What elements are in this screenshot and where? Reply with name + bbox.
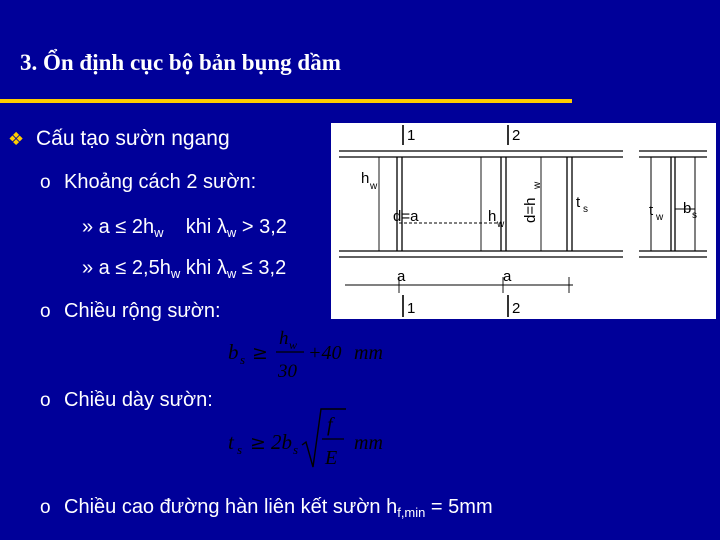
- ft-sqrt-sign: [302, 409, 346, 467]
- formula-thickness-graphic: [228, 405, 398, 475]
- sub-marker: o: [40, 172, 51, 193]
- condition-2-when: khi λ: [180, 257, 227, 279]
- fw-den: 30: [278, 361, 297, 382]
- condition-2-when-sub: w: [226, 266, 237, 281]
- item-width: Chiều rộng sườn:: [64, 300, 221, 322]
- hw-left-label: h: [361, 170, 370, 187]
- fw-num: h: [279, 328, 289, 349]
- page-title: 3. Ổn định cục bộ bản bụng dầm: [20, 50, 341, 75]
- ts-label: t: [576, 194, 581, 211]
- condition-2-lhs-sub: w: [170, 266, 181, 281]
- d-eq-a-label: d=a: [393, 208, 419, 225]
- condition-1-lhs-sub: w: [154, 225, 164, 240]
- ft-unit: mm: [354, 432, 383, 454]
- a-label-2: a: [503, 268, 512, 285]
- ft-lhs-sub: s: [237, 442, 243, 457]
- condition-2-lhs: » a ≤ 2,5h: [82, 257, 171, 279]
- formula-thickness: [228, 405, 398, 475]
- diamond-bullet-icon: ❖: [8, 129, 25, 150]
- section-mark-2-top: 2: [512, 127, 521, 144]
- item-spacing: Khoảng cách 2 sườn:: [64, 171, 257, 193]
- section-mark-2-bottom: 2: [512, 300, 521, 317]
- bs-sub: s: [692, 210, 697, 221]
- title-underline: [0, 99, 572, 103]
- item-weld-sub: f,min: [397, 505, 426, 520]
- a-label-1: a: [397, 268, 406, 285]
- sub-marker: o: [40, 390, 51, 411]
- condition-2-rhs: ≤ 3,2: [236, 257, 287, 279]
- stiffener-diagram: [331, 123, 716, 319]
- condition-1-rhs: > 3,2: [236, 216, 287, 238]
- d-eq-hw-label: d=h: [522, 197, 539, 223]
- ts-sub: s: [583, 204, 588, 215]
- fw-unit: mm: [354, 342, 383, 364]
- hw-mid-sub: w: [497, 219, 505, 230]
- item-weld-tail: = 5mm: [425, 496, 493, 518]
- condition-1: [82, 216, 287, 240]
- ft-coef-sub: s: [293, 442, 299, 457]
- fw-lhs-sub: s: [240, 352, 246, 367]
- fw-lhs: b: [228, 340, 239, 364]
- bs-label: b: [683, 200, 692, 217]
- fw-op: ≥: [252, 342, 268, 364]
- fw-tail: +40: [308, 342, 342, 364]
- hw-mid-label: h: [488, 208, 497, 225]
- sub-marker: o: [40, 497, 51, 518]
- condition-2: [82, 257, 286, 281]
- stiffener-diagram-svg: [331, 123, 716, 319]
- condition-1-lhs: » a ≤ 2h: [82, 216, 155, 238]
- section-mark-1-bottom: 1: [407, 300, 416, 317]
- tw-sub: w: [656, 212, 664, 223]
- fw-num-sub: w: [289, 338, 298, 352]
- condition-1-when: khi λ: [185, 216, 227, 238]
- formula-width: [228, 325, 398, 383]
- d-eq-hw-sub: w: [532, 181, 543, 189]
- sub-marker: o: [40, 301, 51, 322]
- hw-left-sub: w: [370, 181, 378, 192]
- ft-num: f: [327, 414, 333, 436]
- ft-coef: 2b: [271, 430, 292, 454]
- ft-den: E: [325, 447, 338, 469]
- tw-label: t: [649, 202, 654, 219]
- item-weld-text: Chiều cao đường hàn liên kết sườn h: [64, 496, 398, 518]
- condition-1-when-sub: w: [226, 225, 237, 240]
- item-weld: [64, 496, 493, 520]
- item-thickness: Chiều dày sườn:: [64, 389, 213, 411]
- bullet-main: Cấu tạo sườn ngang: [36, 127, 230, 150]
- ft-lhs: t: [228, 430, 234, 454]
- section-mark-1-top: 1: [407, 127, 416, 144]
- formula-width-graphic: [228, 325, 398, 383]
- ft-op: ≥: [250, 432, 266, 454]
